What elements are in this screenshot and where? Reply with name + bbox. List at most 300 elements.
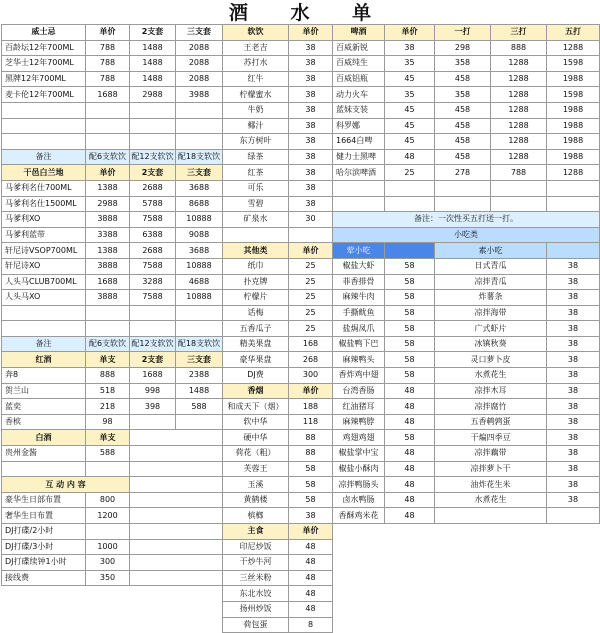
soft_drinks-row [223,87,333,103]
soft_drinks-cell: 38 [289,87,333,103]
snacks-row [333,305,600,321]
whisky-cell: 黑牌12年700ML [2,71,86,87]
empty-cell [130,570,223,586]
snacks-row [333,258,600,274]
snack-meat-price-cell: 48 [385,508,435,524]
interactive-cell: 800 [86,492,130,508]
brandy-header-cell: 2支套 [130,165,176,181]
cigarettes-cell: 88 [289,430,333,446]
beer-cell: 1288 [491,134,547,150]
snacks-row [333,508,600,524]
beer-row [333,196,600,212]
empty-cell [130,508,223,524]
beer-cell: 45 [385,118,435,134]
snacks-header-row [333,227,600,243]
snack-veg-price-cell: 38 [547,399,600,415]
others-cell: 话梅 [223,305,289,321]
soft_drinks-header-cell: 软饮 [223,25,289,41]
soft_drinks-cell: 柠檬蜜水 [223,87,289,103]
brandy-cell: 马爹利XO [2,212,86,228]
cigarettes-cell: 槟榔 [223,508,289,524]
brandy-row [2,290,223,306]
brandy-cell: 2688 [130,180,176,196]
snack-meat-cell: 麻辣鸭脖 [333,414,385,430]
brandy-row [2,180,223,196]
whisky-cell [86,102,130,118]
brandy-row [2,274,223,290]
brandy-cell: 10888 [176,290,223,306]
beer-cell: 1288 [491,102,547,118]
beer-header-cell: 啤酒 [333,25,385,41]
whisky-cell [130,134,176,150]
beer-cell: 1988 [547,102,600,118]
snack-veg-cell: 凉拌青瓜 [435,274,547,290]
brandy-row [2,258,223,274]
staples-cell: 荷包蛋 [223,617,289,633]
interactive-row [2,570,223,586]
brandy-cell [176,305,223,321]
brandy-cell: 2988 [86,196,130,212]
whisky-note-cell: 备注 [2,149,86,165]
beer-row [333,102,600,118]
whisky-cell [2,118,86,134]
beer-cell: 888 [491,40,547,56]
empty-cell [547,243,600,259]
others-row [223,352,333,368]
cigarettes-cell: 和成天下（烟） [223,399,289,415]
red_wine-cell: 998 [130,383,176,399]
soft_drinks-cell: 38 [289,165,333,181]
cigarettes-cell: 58 [289,477,333,493]
snack-meat-cell: 麻辣牛肉 [333,290,385,306]
beer-cell: 48 [385,149,435,165]
others-row [223,258,333,274]
snacks-meat-header-cell: 荤小吃 [333,243,385,259]
staples-cell: 干炒牛河 [223,555,289,571]
snack-veg-cell: 冰镇秋葵 [435,336,547,352]
snack-veg-cell: 广式虾片 [435,321,547,337]
cigarettes-cell: 188 [289,399,333,415]
snack-meat-cell: 香炸鸡中翅 [333,368,385,384]
red_wine-cell: 98 [86,414,130,430]
page-title: 酒 水 单 [228,2,390,24]
others-cell: 纸巾 [223,258,289,274]
snack-veg-price-cell: 38 [547,336,600,352]
beer-row [333,118,600,134]
brandy-cell: 2688 [130,243,176,259]
snack-veg-cell: 凉拌木耳 [435,383,547,399]
red_wine-row [2,414,223,430]
snack-veg-price-cell: 38 [547,414,600,430]
whisky-cell: 芝华士12年700ML [2,56,86,72]
beer-cell: 38 [385,40,435,56]
staples-cell: 48 [289,570,333,586]
soft_drinks-cell: 38 [289,149,333,165]
snack-veg-price-cell: 38 [547,305,600,321]
brandy-cell [130,321,176,337]
snack-veg-cell: 炸薯条 [435,290,547,306]
red_wine-cell: 2388 [176,368,223,384]
brandy-cell: 马爹利名仕700ML [2,180,86,196]
red_wine-cell: 香槟 [2,414,86,430]
beer-cell: 298 [435,40,491,56]
brandy-cell: 4688 [176,274,223,290]
snack-meat-price-cell: 58 [385,321,435,337]
soft_drinks-row [223,56,333,72]
interactive-cell: DJ打碟/2小时 [2,524,86,540]
snacks-row [333,274,600,290]
cigarettes-cell: 58 [289,492,333,508]
brandy-cell: 3888 [86,212,130,228]
interactive-cell: 奢华生日布置 [2,508,86,524]
snack-meat-price-cell: 48 [385,477,435,493]
empty-cell [130,461,223,477]
snack-meat-price-cell: 58 [385,290,435,306]
beer-cell: 458 [435,71,491,87]
interactive-cell: 1000 [86,539,130,555]
cigarettes-cell: 38 [289,508,333,524]
red_wine-cell: 奔8 [2,368,86,384]
brandy-cell: 3388 [86,227,130,243]
beer-cell: 百威铝瓶 [333,71,385,87]
snack-meat-cell: 椒盐大虾 [333,258,385,274]
whisky-cell: 1488 [130,71,176,87]
beer-cell: 1598 [547,56,600,72]
column-beer-snacks [332,24,600,524]
brandy-cell: 7588 [130,212,176,228]
beer-header-row [333,25,600,41]
beer-cell: 278 [435,165,491,181]
beer-cell [491,196,547,212]
snack-veg-price-cell: 38 [547,461,600,477]
baijiu-row [2,461,223,477]
whisky-row [2,134,223,150]
others-row [223,368,333,384]
snack-meat-cell: 鸡翅鸡翅 [333,430,385,446]
soft_drinks-cell: 38 [289,180,333,196]
brandy-cell: 5788 [130,196,176,212]
empty-cell [223,227,289,243]
soft_drinks-cell: 38 [289,102,333,118]
soft_drinks-cell: 王老吉 [223,40,289,56]
beer-row [333,87,600,103]
beer-cell: 45 [385,71,435,87]
beer-cell: 35 [385,87,435,103]
cigarettes-row [223,430,333,446]
brandy-cell: 3888 [86,290,130,306]
snack-veg-price-cell: 38 [547,492,600,508]
soft_drinks-cell: 38 [289,40,333,56]
brandy-note-row [2,336,223,352]
brandy-note-cell: 配12支软饮 [130,336,176,352]
empty-cell [130,539,223,555]
beer-header-cell: 三打 [491,25,547,41]
brandy-cell: 1388 [86,180,130,196]
others-cell: 25 [289,290,333,306]
cigarettes-header-cell: 单价 [289,383,333,399]
snacks-row [333,321,600,337]
brandy-row [2,321,223,337]
staples-cell: 48 [289,555,333,571]
baijiu-cell: 贵州金酱 [2,446,86,462]
snack-meat-price-cell: 48 [385,414,435,430]
soft_drinks-cell: 绿茶 [223,149,289,165]
beer-row [333,56,600,72]
snack-veg-price-cell: 38 [547,368,600,384]
others-cell: 168 [289,336,333,352]
soft_drinks-row [223,102,333,118]
whisky-note-cell: 配12支软饮 [130,149,176,165]
beer-cell: 哈尔滨啤酒 [333,165,385,181]
snack-meat-price-cell: 58 [385,336,435,352]
snacks-row [333,383,600,399]
brandy-cell [176,321,223,337]
whisky-cell: 1488 [130,56,176,72]
interactive-cell: 300 [86,555,130,571]
beer-cell: 1988 [547,149,600,165]
red_wine-cell: 贺兰山 [2,383,86,399]
cigarettes-row [223,446,333,462]
soft_drinks-cell: 30 [289,212,333,228]
beer-cell: 358 [435,87,491,103]
snack-veg-cell: 凉拌腐竹 [435,399,547,415]
beer-cell: 健力士黑啤 [333,149,385,165]
brandy-header-cell: 干邑白兰地 [2,165,86,181]
others-cell: 25 [289,258,333,274]
beer-row [333,134,600,150]
others-row [223,305,333,321]
snack-meat-price-cell: 58 [385,274,435,290]
soft_drinks-row [223,134,333,150]
beer-note-row [333,212,600,228]
red_wine-header-cell: 2支套 [130,352,176,368]
red_wine-cell: 518 [86,383,130,399]
red_wine-cell [176,414,223,430]
beer-header-cell: 单价 [385,25,435,41]
whisky-cell [2,102,86,118]
others-cell: 25 [289,305,333,321]
snack-meat-cell: 红油猪耳 [333,399,385,415]
snacks-subheader-row [333,243,600,259]
snacks-row [333,414,600,430]
snack-veg-cell: 水煮花生 [435,492,547,508]
soft_drinks-cell: 可乐 [223,180,289,196]
snack-meat-cell: 卤水鸭肠 [333,492,385,508]
snacks-row [333,352,600,368]
interactive-row [2,492,223,508]
baijiu-cell: 588 [86,446,130,462]
brandy-row [2,227,223,243]
cigarettes-cell: 芙蓉王 [223,461,289,477]
whisky-cell [86,134,130,150]
brandy-cell [130,305,176,321]
snack-meat-cell: 麻辣鸭头 [333,352,385,368]
others-cell: 268 [289,352,333,368]
brandy-cell: 9088 [176,227,223,243]
others-header-row [223,243,333,259]
red_wine-row [2,368,223,384]
brandy-cell: 3688 [176,180,223,196]
others-row [223,274,333,290]
beer-row [333,71,600,87]
soft_drinks-row [223,212,333,228]
snack-veg-cell: 日式青瓜 [435,258,547,274]
beer-cell: 458 [435,102,491,118]
staples-row [223,555,333,571]
soft_drinks-cell: 椰汁 [223,118,289,134]
snack-meat-cell: 椒盐鸭下巴 [333,336,385,352]
snacks-header-cell: 小吃类 [333,227,600,243]
snack-veg-price-cell: 38 [547,383,600,399]
red_wine-cell [130,414,176,430]
whisky-note-cell: 配18支软饮 [176,149,223,165]
brandy-cell: 7588 [130,258,176,274]
others-cell: 25 [289,274,333,290]
beer-cell: 1288 [491,87,547,103]
cigarettes-cell: 58 [289,461,333,477]
beer-row [333,40,600,56]
whisky-header-row [2,25,223,41]
others-cell: 柠檬片 [223,290,289,306]
brandy-cell: 1388 [86,243,130,259]
brandy-header-cell: 三支套 [176,165,223,181]
snacks-row [333,446,600,462]
snacks-row [333,399,600,415]
beer-cell [547,196,600,212]
soft_drinks-cell: 38 [289,71,333,87]
others-row [223,290,333,306]
whisky-cell: 788 [86,40,130,56]
soft_drinks-cell: 38 [289,134,333,150]
snacks-row [333,430,600,446]
beer-cell: 动力火车 [333,87,385,103]
red_wine-cell: 588 [176,399,223,415]
snack-veg-price-cell: 38 [547,352,600,368]
staples-row [223,539,333,555]
brandy-cell: 10888 [176,212,223,228]
brandy-cell: 7588 [130,290,176,306]
cigarettes-row [223,399,333,415]
interactive-row [2,555,223,571]
brandy-cell: 轩尼诗XO [2,258,86,274]
whisky-cell [176,118,223,134]
others-row [223,336,333,352]
brandy-row [2,243,223,259]
interactive-cell: 1200 [86,508,130,524]
soft_drinks-cell: 38 [289,118,333,134]
brandy-header-cell: 单价 [86,165,130,181]
beer-header-cell: 一打 [435,25,491,41]
red_wine-row [2,383,223,399]
snack-veg-price-cell: 38 [547,446,600,462]
whisky-cell: 788 [86,56,130,72]
interactive-header-cell: 互 动 内 容 [2,477,130,493]
snacks-row [333,461,600,477]
cigarettes-cell: 荷花（粗） [223,446,289,462]
snack-veg-price-cell: 38 [547,258,600,274]
soft_drinks-row [223,40,333,56]
column-spirits [1,24,223,586]
red_wine-cell: 398 [130,399,176,415]
beer-cell [333,196,385,212]
snack-meat-cell: 盐焗凤爪 [333,321,385,337]
whisky-cell: 2088 [176,71,223,87]
whisky-header-cell: 三支套 [176,25,223,41]
beer-cell: 1988 [547,134,600,150]
snack-meat-price-cell: 58 [385,305,435,321]
soft_drinks-row [223,118,333,134]
interactive-cell [86,524,130,540]
snack-meat-cell: 手撕鱿鱼 [333,305,385,321]
soft_drinks-row [223,71,333,87]
cigarettes-row [223,461,333,477]
staples-cell: 48 [289,601,333,617]
whisky-row [2,56,223,72]
whisky-header-cell: 单价 [86,25,130,41]
beer-cell: 358 [435,56,491,72]
column-softdrinks [222,24,333,633]
staples-cell: 扬州炒饭 [223,601,289,617]
red_wine-header-cell: 单支 [86,352,130,368]
beer-cell [385,180,435,196]
whisky-row [2,102,223,118]
beer-cell [435,180,491,196]
whisky-cell: 3988 [176,87,223,103]
snack-meat-price-cell: 48 [385,383,435,399]
brandy-cell: 马爹利蓝带 [2,227,86,243]
red_wine-cell: 888 [86,368,130,384]
soft_drinks-cell: 苏打水 [223,56,289,72]
beer-cell: 458 [435,149,491,165]
cigarettes-cell: 88 [289,446,333,462]
brandy-cell [2,305,86,321]
red_wine-cell: 蓝奕 [2,399,86,415]
snack-meat-cell: 台湾香肠 [333,383,385,399]
cigarettes-cell: 黄鹤楼 [223,492,289,508]
beer-cell: 蓝妹支装 [333,102,385,118]
snack-veg-price-cell: 38 [547,274,600,290]
beer-cell: 458 [435,134,491,150]
whisky-cell [176,102,223,118]
beer-cell: 1288 [547,40,600,56]
cigarettes-cell: 玉溪 [223,477,289,493]
whisky-cell: 788 [86,71,130,87]
whisky-row [2,87,223,103]
cigarettes-row [223,477,333,493]
whisky-cell: 1488 [130,40,176,56]
snack-meat-price-cell: 58 [385,430,435,446]
soft_drinks-cell: 红茶 [223,165,289,181]
interactive-row [2,539,223,555]
whisky-cell: 2988 [130,87,176,103]
others-header-cell: 其他类 [223,243,289,259]
whisky-note-cell: 配6支软饮 [86,149,130,165]
red_wine-header-cell: 红酒 [2,352,86,368]
interactive-header-row [2,477,223,493]
empty-cell [130,430,223,446]
staples-row [223,586,333,602]
whisky-cell [86,118,130,134]
whisky-row [2,40,223,56]
empty-cell [130,446,223,462]
snack-veg-cell: 凉拌海带 [435,305,547,321]
soft_drinks-cell: 牛奶 [223,102,289,118]
beer-header-cell: 五打 [547,25,600,41]
snack-veg-price-cell: 38 [547,430,600,446]
others-cell: 豪华果盘 [223,352,289,368]
brandy-cell: 人头马XO [2,290,86,306]
baijiu-header-cell: 白酒 [2,430,86,446]
